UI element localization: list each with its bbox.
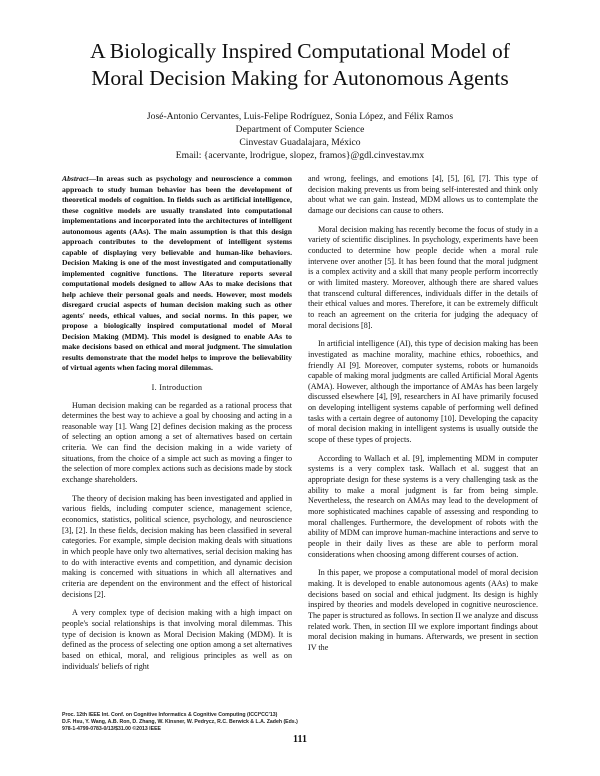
abstract-text: —In areas such as psychology and neuroscience a common approach to study human behavior has been the development of theoretical models of cognition. In fields such as artificial intelligence, these cognitive models are usually translated into computational implementations and incorporated into the architectures of intelligent autonomous agents (AAs). The main assumption is that this design approach contributes to the development of intelligent systems capable of displaying very believable and human-like behaviors. Decision Making is one of the most investigated and computationally implemented cognitive functions. The literature reports several computational models designed to allow AAs to make decisions that help achieve their personal goals and needs. However, most models disregard crucial aspects of human decision making such as other agents' needs, ethical values, and social norms. In this paper, we propose a biologically inspired computational model of Moral Decision Making (MDM). This model is designed to enable AAs to make decisions based on ethical and moral judgment. The simulation results demonstrate that the model helps to improve the believability of virtual agents when facing moral dilemmas. bbox=[62, 174, 292, 372]
paragraph: A very complex type of decision making with a high impact on people's social relationships is that involving moral dilemmas. This type of decision is known as Moral Decision Making (MDM). It is defined as the process of selecting one option among a set alternatives based on ethical, moral, and religious principles as well as on individuals' beliefs of right bbox=[62, 608, 292, 671]
author-department: Department of Computer Science bbox=[235, 124, 365, 135]
abstract bbox=[62, 174, 292, 374]
body-columns bbox=[62, 174, 538, 672]
section-heading-introduction: I. Introduction bbox=[151, 382, 203, 392]
footer-line: Proc. 12th IEEE Int. Conf. on Cognitive Informatics & Cognitive Computing (ICCI*CC'13) bbox=[62, 712, 278, 718]
paragraph: Human decision making can be regarded as a rational process that determines the best way to achieve a goal by choosing and acting in a reasonable way [1]. Wang [2] defines decision making as the process of selecting an option among a set of alternatives based on certain criteria. We can find the decision making in a wide variety of situations, from the choice of a simple act such as moving a finger to the selection of more complex actions such as decisions made by stock exchange shareholders. bbox=[62, 400, 292, 485]
left-column bbox=[62, 174, 292, 672]
paragraph: In this paper, we propose a computational model of moral decision making. It is developed to enable autonomous agents (AAs) to make decisions based on social and ethical judgment. Its design is highly inspired by theories and models developed in cognitive neuroscience. The paper is structured as follows. In section II we analyze and discuss related work. Then, in section III we explore important findings about moral decision making in humans. Afterwards, we present in section IV the bbox=[308, 568, 538, 652]
page-number: 111 bbox=[293, 734, 307, 745]
footer-line: D.F. Hsu, Y. Wang, A.B. Ron, D. Zhang, W. Kinsner, W. Pedrycz, R.C. Berwick & L.A. Zadeh (Eds.) bbox=[62, 719, 298, 725]
paragraph: According to Wallach et al. [9], implementing MDM in computer systems is a very complex task. Wallach et al. suggest that an appropriate design for these systems is a very challenging task as the ability to make a moral judgment is far from being simple. Nevertheless, the research on AMAs may lead to the development of more sophisticated machines capable of assessing and responding to moral challenges. Furthermore, the development of robots with the ability of MDM can improve human-machine interactions and serve to people in their daily lives as these are able to perform moral considerations when choosing among different courses of action. bbox=[308, 453, 538, 559]
paragraph: and wrong, feelings, and emotions [4], [5], [6], [7]. This type of decision making prevents us from being self-interested and think only about what we can gain. Instead, MDM allows us to contemplate the damage our decisions can cause to others. bbox=[308, 174, 538, 215]
author-block bbox=[62, 110, 538, 162]
conference-footer bbox=[62, 712, 302, 733]
right-column bbox=[308, 174, 538, 672]
footer-line: 978-1-4799-0783-0/13/$31.00 ©2013 IEEE bbox=[62, 726, 162, 732]
abstract-lead: Abstract bbox=[62, 174, 89, 183]
author-names: José-Antonio Cervantes, Luis-Felipe Rodríguez, Sonia López, and Félix Ramos bbox=[146, 111, 454, 122]
author-email: Email: {acervante, lrodrigue, slopez, framos}@gdl.cinvestav.mx bbox=[175, 150, 425, 161]
paper-title: A Biologically Inspired Computational Model of Moral Decision Making for Autonomous Agents bbox=[90, 39, 510, 90]
paragraph: In artificial intelligence (AI), this type of decision making has been investigated as machine morality, machine ethics, roboethics, and friendly AI [9]. Moreover, computer systems, robots or humanoids capable of making moral judgments are called Artificial Moral Agents (AMA). However, although the importance of AMAs has been largely discussed elsewhere [4], [9], researchers in AI have primarily focused on developing intelligent systems capable of performing well defined tasks with a certain degree of autonomy [10]. Developing the capacity of moral decision making in intelligent systems is usually outside the scope of these types of projects. bbox=[308, 339, 538, 445]
paragraph: Moral decision making has recently become the focus of study in a variety of scientific disciplines. In psychology, experiments have been conducted to determine how people decide when a moral rule intervene over another [5]. It has been found that the moral judgment is a complex activity and a skill that many people perform incorrectly or with limited mastery. Moreover, although there are shared values that transcend cultural differences, individuals differ in the details of their ethical values and mores. Therefore, it can be extremely difficult to reach an agreement on the criteria for judging the adequacy of moral decisions [8]. bbox=[308, 224, 538, 330]
paragraph: The theory of decision making has been investigated and applied in various fields, including computer science, management science, economics, statistics, political science, psychology, and neuroscience [3], [2]. In these fields, decision making has been classified in several categories. For example, simple decision making deals with situations in which people have only two alternatives, serial decision making has to do with interactive events and competition, and dynamic decision making is concerned with situations in which all alternatives and criteria are dependent on the environment and the effect of historical decisions [2]. bbox=[62, 493, 292, 599]
author-institution: Cinvestav Guadalajara, México bbox=[239, 137, 361, 148]
